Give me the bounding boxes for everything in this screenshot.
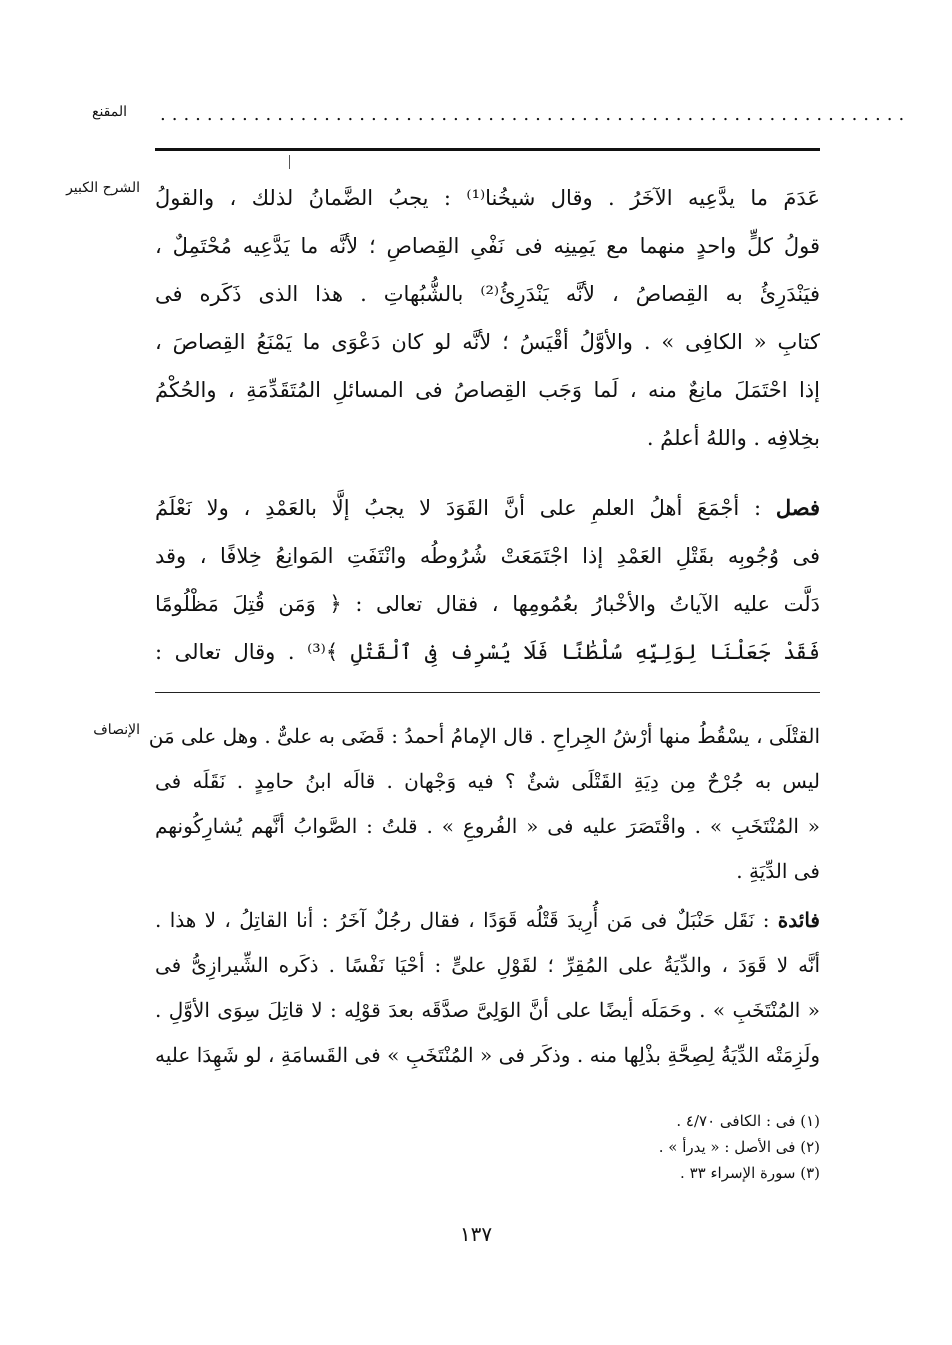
footnote: (٢) فى الأصل : « يدرأ » .	[658, 1138, 820, 1156]
text-line: ولَزِمَتْه الدِّيَةُ لِصِحَّةِ بذْلِها منه . وذكَر فى « المُنْتَخَبِ » فى القَسامَةِ ، لو شَهِدَا عليه	[155, 1043, 820, 1067]
text-line: دَلَّت عليه الآياتُ والأخْبارُ بعُمُومِها ، فقال تعالى : ﴿ وَمَن قُتِلَ مَظْلُومًا	[155, 592, 820, 616]
insaf-text-block	[148, 714, 820, 894]
footnote: (١) فى : الكافى ٤/٧٠ .	[676, 1112, 820, 1130]
page-number: ١٣٧	[459, 1222, 493, 1246]
text-line: أنَّه لا قَوَدَ ، والدِّيَةُ على المُقِرِّ ؛ لقَوْلِ علىٍّ : أحْيَا نَفْسًا . ذكَره الشِّيرازِىُّ فى	[155, 953, 820, 977]
text-line: فَقَدْ جَعَلْنَا لِوَلِيِّهِ سُلْطَٰنًا فَلَا يُسْرِف فِى ٱلْقَتْلِ ﴾⁽³⁾ . وقال تعالى :	[155, 640, 820, 664]
text-line: قولُ كلٍّ واحدٍ منهما مع يَمِينِه فى نَفْىِ القِصاصِ ؛ لأنَّه ما يَدَّعِيه مُحْتَمِلٌ ،	[155, 234, 820, 258]
text-line-content: : أجْمَعَ أهلُ العلمِ على أنَّ القَوَدَ لا يجبُ إلَّا بالعَمْدِ ، ولا نَعْلَمُ	[155, 496, 762, 520]
text-line: القتْلَى ، يسْقُطُ منها أرْشُ الجِراحِ . قال الإمامُ أحمدُ : قَضَى به علىٌّ . وهل على مَن	[148, 724, 820, 748]
section-heading-faida: فائدة	[777, 908, 820, 932]
fasl-section	[155, 484, 820, 676]
text-line: ليس به جُرْحٌ مِن دِيَةِ القَتْلَى شئٌ ؟ فيه وَجْهان . قالَه ابنُ حامِدٍ . نَقَلَه فى	[155, 769, 820, 793]
text-line: فيَنْدَرِئُ به القِصاصُ ، لأنَّه يَنْدَرِئُ⁽²⁾ بالشُّبُهاتِ . هذا الذى ذَكَره فى	[155, 282, 820, 306]
text-line-content: : نَقَل حَنْبَلٌ فى مَن أُرِيدَ قَتْلُه قَوَدًا ، فقال رجُلٌ آخَرُ : أنا القاتِلُ ، لا هذا .	[155, 908, 770, 932]
faida-section	[155, 898, 820, 1078]
footnote: (٣) سورة الإسراء ٣٣ .	[680, 1164, 820, 1182]
text-line: بخِلافِه . واللهُ أعلمُ .	[646, 426, 820, 450]
sharh-text-block	[155, 174, 820, 462]
ink-mark	[289, 155, 290, 169]
footnotes	[500, 1108, 820, 1186]
text-line: فى الدِّيَةِ .	[736, 859, 820, 883]
text-line: عَدَمَ ما يدَّعِيه الآخَرُ . وقال شيخُنا⁽¹⁾ : يجبُ الضَّمانُ لذلك ، والقولُ	[155, 186, 820, 210]
text-line: « المُنْتَخَبِ » . واقْتَصَرَ عليه فى « الفُروعِ » . قلتُ : الصَّوابُ أنَّهم يُشارِكُونهم	[155, 814, 820, 838]
margin-label-insaf: الإنصاف	[93, 722, 140, 738]
text-line: كتابِ « الكافِى » . والأوَّلُ أقْيَسُ ؛ لأنَّه لو كان دَعْوَى ما يَمْنَعُ القِصاصَ ،	[155, 330, 820, 354]
text-line: فى وُجُوبِه بقَتْلِ العَمْدِ إذا اجْتَمَعَتْ شُرُوطُه وانْتَفَتِ المَوانِعُ خِلافًا ، وقد	[155, 544, 820, 568]
text-line	[155, 898, 820, 943]
section-heading-fasl: فصل	[775, 495, 820, 520]
text-line	[155, 484, 820, 532]
text-line: إذا احْتَمَلَ مانِعٌ منه ، لَما وَجَب القِصاصُ فى المسائلِ المُتَقَدِّمَةِ ، والحُكْمُ	[155, 378, 820, 402]
text-line: « المُنْتَخَبِ » . وحَمَلَه أيضًا على أنَّ الوَلِىَّ صدَّقَه بعدَ قوْلِه : لا قاتِلَ سِوَى الأوَّلِ .	[155, 998, 820, 1022]
margin-label-sharh: الشرح الكبير	[66, 180, 140, 196]
running-header-dots: ................................................................	[160, 104, 911, 125]
running-header-title: المقنع	[92, 104, 128, 120]
section-divider	[155, 692, 820, 693]
header-rule	[155, 148, 820, 151]
